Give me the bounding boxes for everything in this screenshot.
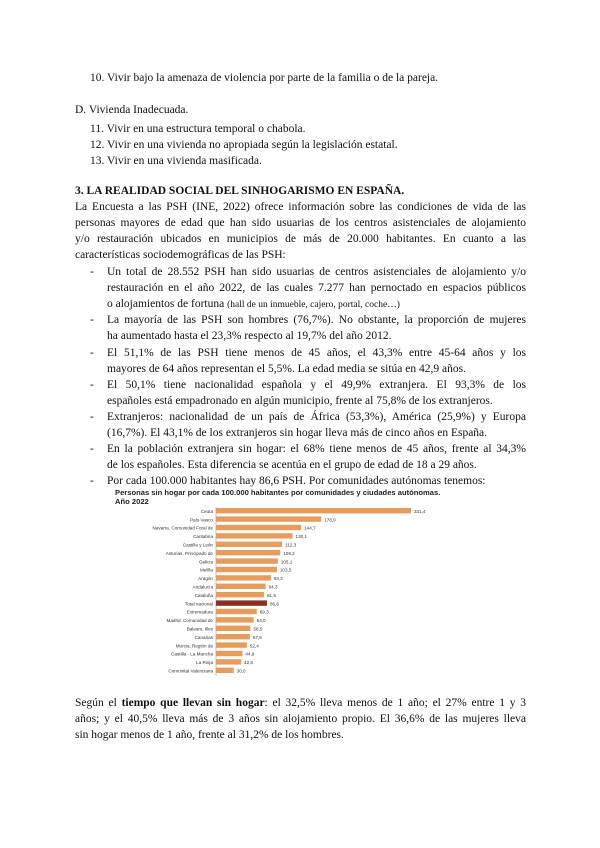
category-label: Extremadura <box>186 609 213 615</box>
bullet-text: Un total de 28.552 PSH han sido usuarias de centros asistenciales de alojamiento y/o <box>107 266 526 278</box>
bullet-text <box>107 297 400 312</box>
value-label: 178,9 <box>324 517 336 523</box>
bar-chart <box>110 506 440 682</box>
category-label: Andalucía <box>192 584 213 590</box>
bar <box>216 626 250 631</box>
value-label: 30,0 <box>236 668 246 674</box>
category-label: La Rioja <box>196 660 213 666</box>
value-label: 331,4 <box>413 508 426 514</box>
category-label: Total nacional <box>184 601 213 607</box>
bullet-text: mayores de 64 años representan el 5,5%. La edad media se sitúa en 42,9 años. <box>107 363 466 375</box>
category-label: Castilla - La Mancha <box>171 651 213 657</box>
bar-highlight <box>216 600 267 605</box>
category-label: Asturias, Principado de <box>165 550 213 556</box>
bar <box>216 558 278 563</box>
category-label: Galicia <box>198 559 213 565</box>
list-item-13: 13. Vivir en una vivienda masificada. <box>90 155 262 167</box>
bullet-text: La mayoría de las PSH son hombres (76,7%). No obstante, la proporción de mujeres <box>107 314 526 326</box>
category-label: Madrid, Comunidad de <box>166 618 213 624</box>
section-heading: 3. LA REALIDAD SOCIAL DEL SINHOGARISMO EN ESPAÑA. <box>75 185 405 197</box>
category-label: País Vasco <box>190 517 213 523</box>
category-label: Melilla <box>199 567 213 573</box>
bar <box>216 525 301 530</box>
bullet-text: El 50,1% tiene nacionalidad española y el 49,9% extranjera. El 93,3% de los <box>107 379 526 391</box>
bullet-marker: - <box>90 266 94 278</box>
category-label: Cataluña <box>194 592 213 598</box>
intro-line: características sociodemográficas de las PSH: <box>75 249 286 261</box>
value-label: 109,2 <box>283 550 295 556</box>
category-label: Balears, Illes <box>186 626 213 632</box>
bar <box>216 516 321 521</box>
intro-line: La Encuesta a las PSH (INE, 2022) ofrece información sobre las condiciones de vida de las <box>75 201 526 213</box>
closing-line <box>75 696 526 710</box>
value-label: 64,0 <box>256 618 266 624</box>
list-item-12: 12. Vivir en una vivienda no apropiada según la legislación estatal. <box>90 139 398 151</box>
value-label: 81,5 <box>266 592 276 598</box>
category-label: Comunitat Valenciana <box>168 668 213 674</box>
value-label: 69,3 <box>259 609 269 615</box>
bullet-text: El 51,1% de las PSH tiene menos de 45 años, el 43,3% entre 45-64 años y los <box>107 347 526 359</box>
bullet-text-main: o alojamientos de fortuna <box>107 298 225 310</box>
value-label: 93,2 <box>273 576 283 582</box>
value-label: 105,1 <box>280 559 293 565</box>
closing-line: sin hogar menos de 1 año, frente al 31,2% de los hombres. <box>75 729 344 741</box>
bar <box>216 634 250 639</box>
value-label: 52,4 <box>249 643 259 649</box>
bullet-text: Extranjeros: nacionalidad de un país de África (53,3%), América (25,9%) y Europa <box>107 411 526 423</box>
bullet-marker: - <box>90 314 94 326</box>
value-label: 57,6 <box>252 634 262 640</box>
bar <box>216 575 271 580</box>
bar <box>216 508 411 513</box>
category-label: Cantabria <box>193 534 213 540</box>
bar <box>216 550 280 555</box>
value-label: 112,3 <box>285 542 297 548</box>
bullet-marker: - <box>90 347 94 359</box>
bullet-marker: - <box>90 443 94 455</box>
bullet-text: de los españoles. Esta diferencia se acentúa en el grupo de edad de 18 a 29 años. <box>107 459 477 471</box>
bar <box>216 617 254 622</box>
bar <box>216 668 234 673</box>
closing-post: : el 32,5% lleva menos de 1 año; el 27% entre 1 y 3 <box>264 697 526 709</box>
category-label: Murcia, Región de <box>175 643 213 649</box>
value-label: 84,3 <box>268 584 278 590</box>
closing-pre: Según el <box>75 697 122 709</box>
bar <box>216 642 247 647</box>
bar <box>216 609 257 614</box>
bullet-marker: - <box>90 379 94 391</box>
bullet-text: En la población extranjera sin hogar: el 68% tiene menos de 45 años, frente al 34,3% <box>107 443 526 455</box>
list-item-11: 11. Vivir en una estructura temporal o chabola. <box>90 123 306 135</box>
category-label: Aragón <box>198 576 213 582</box>
closing-bold: tiempo que llevan sin hogar <box>121 697 265 709</box>
intro-line: y/o restauración ubicados en municipios de más de 20.000 habitantes. En cuanto a las <box>75 233 526 245</box>
list-item-10: 10. Vivir bajo la amenaza de violencia por parte de la familia o de la pareja. <box>90 72 439 84</box>
bullet-text: restauración en el año 2022, de las cuales 7.277 han pernoctado en espacios públicos <box>107 282 526 294</box>
value-label: 58,5 <box>253 626 263 632</box>
bar <box>216 651 242 656</box>
bar <box>216 659 241 664</box>
bar <box>216 592 264 597</box>
value-label: 44,9 <box>245 651 255 657</box>
category-label: Castilla y León <box>182 542 213 548</box>
category-label: Navarra, Comunidad Foral de <box>152 525 213 531</box>
bullet-text: (16,7%). El 43,1% de los extranjeros sin hogar lleva más de cinco años en España. <box>107 427 488 439</box>
bullet-text: Por cada 100.000 habitantes hay 86,6 PSH. Por comunidades autónomas tenemos: <box>107 475 486 487</box>
intro-line: personas mayores de edad que han sido usuarias de los centros asistenciales de alojamiento <box>75 217 526 229</box>
bar <box>216 584 266 589</box>
value-label: 86,6 <box>269 601 279 607</box>
closing-line: años; y el 40,5% lleva más de 3 años sin alojamiento propio. El 36,6% de las mujeres lleva <box>75 713 526 725</box>
category-label: Ceuta <box>200 508 213 514</box>
value-label: 103,5 <box>279 567 292 573</box>
category-label: Canarias <box>194 634 213 640</box>
bullet-marker: - <box>90 411 94 423</box>
section-d-title: D. Vivienda Inadecuada. <box>75 104 189 116</box>
value-label: 42,6 <box>244 660 254 666</box>
bullet-text: ha aumentado hasta el 23,3% respecto al 19,7% del año 2012. <box>107 330 392 342</box>
bar <box>216 542 282 547</box>
chart-title: Personas sin hogar por cada 100.000 habitantes por comunidades y ciudades autónomas. Año 2022 <box>115 488 441 506</box>
bar <box>216 567 277 572</box>
bar <box>216 533 293 538</box>
bullet-marker: - <box>90 475 94 487</box>
value-label: 130,1 <box>295 534 308 540</box>
value-label: 144,7 <box>304 525 316 531</box>
bullet-text-note: (hall de un inmueble, cajero, portal, coche…) <box>227 300 400 310</box>
bullet-text: españoles está empadronado en algún municipio, frente al 75,8% de los extranjeros. <box>107 395 493 407</box>
